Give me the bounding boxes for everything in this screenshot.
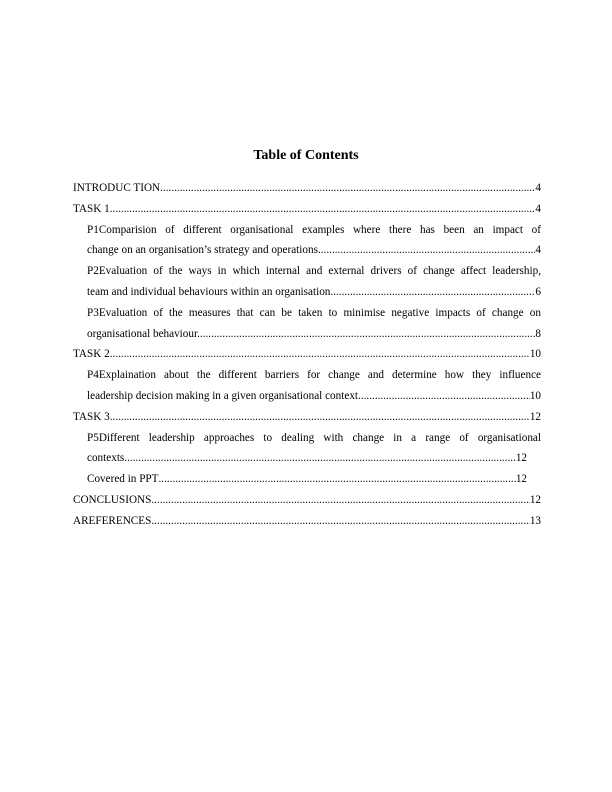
- toc-entry-text: organisational behaviour.: [87, 327, 200, 340]
- toc-page-number: 12: [529, 410, 541, 423]
- toc-title: Table of Contents: [253, 148, 359, 163]
- toc-entry-text: TASK 3: [73, 410, 110, 423]
- toc-entry-p3[interactable]: [73, 303, 541, 345]
- toc-entry-conclusions[interactable]: [73, 490, 541, 511]
- toc-entry-references[interactable]: [73, 511, 541, 532]
- table-of-contents: [73, 178, 541, 532]
- toc-entry-text: AREFERENCES: [73, 514, 152, 527]
- toc-page-number: 13: [529, 514, 541, 527]
- toc-entry-text: contexts: [87, 452, 125, 465]
- toc-page-number: 4: [535, 202, 541, 215]
- toc-page-number: 12: [529, 493, 541, 506]
- toc-entry-text-line1: P2Evaluation of the ways in which internal and external drivers of change affect leadership,: [87, 265, 541, 278]
- toc-entry-task-1[interactable]: [73, 199, 541, 220]
- toc-entry-task-2[interactable]: [73, 344, 541, 365]
- toc-dot-leader: [124, 448, 516, 469]
- toc-dot-leader: [151, 511, 529, 532]
- toc-entry-p2[interactable]: [73, 261, 541, 303]
- toc-page-number: 8: [535, 327, 541, 340]
- toc-page-number: 4: [535, 182, 541, 194]
- toc-page-number: 12: [515, 452, 527, 465]
- toc-entry-text-line1: P4Explaination about the different barriers for change and determine how they influence: [87, 369, 541, 382]
- toc-entry-text: TASK 2: [73, 348, 110, 361]
- toc-dot-leader: [358, 386, 530, 407]
- toc-entry-text: team and individual behaviours within an organisation.: [87, 285, 334, 298]
- toc-page-number: 10: [529, 348, 541, 361]
- toc-entry-text-line1: P5Different leadership approaches to dealing with change in a range of organisational: [87, 431, 541, 444]
- toc-page-number: 6: [535, 285, 541, 298]
- toc-entry-text: CONCLUSIONS: [73, 493, 152, 506]
- toc-entry-text-line1: P1Comparision of different organisational examples where there has been an impact of: [87, 223, 541, 236]
- toc-page-number: 12: [515, 473, 527, 486]
- toc-dot-leader: [333, 282, 535, 303]
- toc-entry-text: Covered in PPT: [87, 473, 159, 486]
- toc-entry-p4[interactable]: [73, 365, 541, 407]
- toc-dot-leader: [158, 469, 515, 490]
- toc-entry-text: TASK 1: [73, 202, 110, 215]
- toc-dot-leader: [110, 199, 536, 220]
- toc-page-number: 4: [535, 244, 541, 257]
- toc-dot-leader: [110, 344, 530, 365]
- toc-entry-text: leadership decision making in a given organisational context: [87, 389, 359, 402]
- toc-dot-leader: [318, 240, 535, 261]
- toc-entry-text: change on an organisation’s strategy and operations: [87, 244, 318, 257]
- toc-dot-leader: [151, 490, 529, 511]
- toc-dot-leader: [200, 324, 536, 345]
- toc-dot-leader: [160, 178, 535, 199]
- toc-entry-text: INTRODUC TION: [73, 182, 161, 194]
- toc-entry-p5[interactable]: [73, 428, 541, 470]
- toc-entry-text-line1: P3Evaluation of the measures that can be taken to minimise negative impacts of change on: [87, 306, 541, 319]
- toc-page-number: 10: [529, 389, 541, 402]
- toc-entry-p1[interactable]: [73, 220, 541, 262]
- toc-dot-leader: [110, 407, 530, 428]
- toc-entry-introduction[interactable]: [73, 178, 541, 199]
- toc-entry-covered-in-ppt[interactable]: [73, 469, 541, 490]
- toc-entry-task-3[interactable]: [73, 407, 541, 428]
